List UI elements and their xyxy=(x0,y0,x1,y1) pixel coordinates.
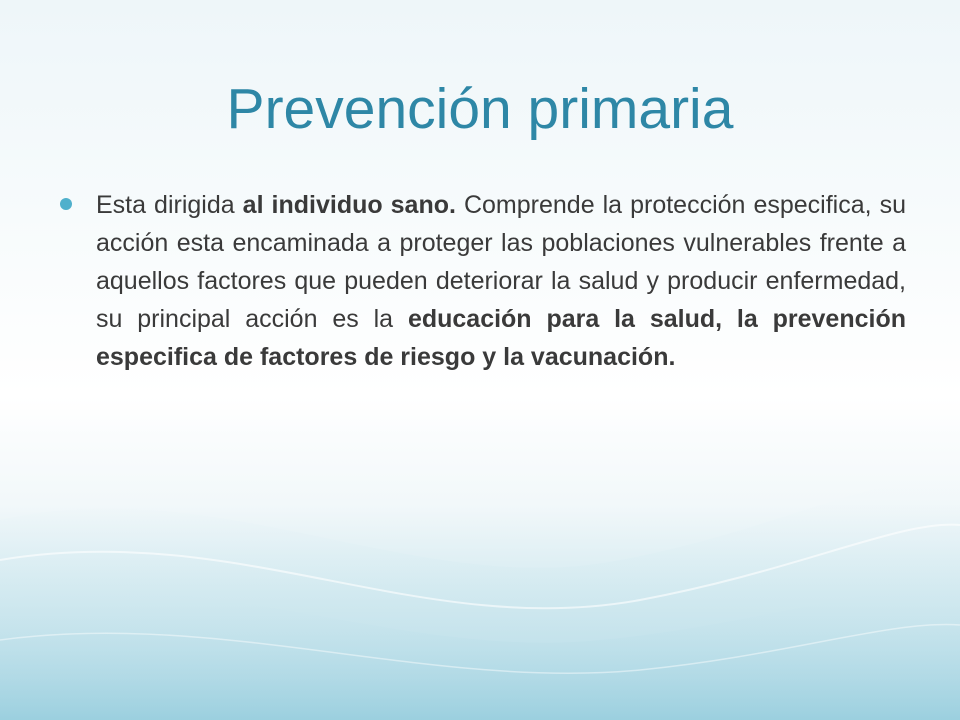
slide-title: Prevención primaria xyxy=(226,77,734,141)
bullet-segment: Comprende la protección especifica, su acción esta encaminada a proteger las poblaciones vulnerables frente a aquellos factores que pueden deteriorar la salud y producir enfermedad, su principal acción es la xyxy=(96,191,906,333)
bullet-segment-bold: educación para la salud, la prevención especifica de factores de riesgo y la vacunación. xyxy=(96,305,906,371)
bullet-item xyxy=(56,186,906,376)
bullet-text xyxy=(96,186,906,376)
bullet-segment: Esta dirigida xyxy=(96,191,243,219)
bullet-dot-icon xyxy=(60,198,72,210)
slide-content xyxy=(56,186,906,376)
bullet-segment-bold: al individuo sano. xyxy=(242,191,456,219)
